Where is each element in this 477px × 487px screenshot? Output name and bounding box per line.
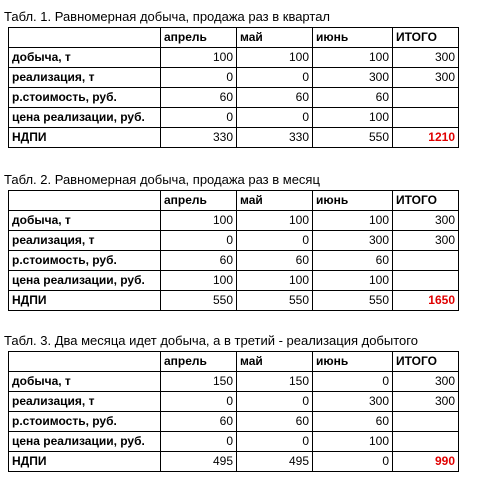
value-cell: 300 xyxy=(313,68,393,88)
value-cell: 60 xyxy=(313,412,393,432)
value-cell: 100 xyxy=(313,108,393,128)
value-cell: 0 xyxy=(237,231,313,251)
value-cell: 0 xyxy=(161,392,237,412)
header-cell: июнь xyxy=(313,191,393,211)
value-cell: 330 xyxy=(237,128,313,148)
value-cell: 300 xyxy=(313,231,393,251)
table-header-row xyxy=(9,352,459,372)
table-row xyxy=(9,432,459,452)
row-label: добыча, т xyxy=(9,211,161,231)
header-cell: ИТОГО xyxy=(393,352,459,372)
table-row xyxy=(9,231,459,251)
header-cell: июнь xyxy=(313,352,393,372)
row-label: р.стоимость, руб. xyxy=(9,412,161,432)
value-cell: 495 xyxy=(161,452,237,472)
value-cell: 330 xyxy=(161,128,237,148)
ndpi-total-cell: 990 xyxy=(393,452,459,472)
value-cell: 300 xyxy=(393,48,459,68)
row-label: цена реализации, руб. xyxy=(9,108,161,128)
row-label: добыча, т xyxy=(9,48,161,68)
value-cell: 0 xyxy=(313,372,393,392)
header-cell: ИТОГО xyxy=(393,28,459,48)
value-cell: 0 xyxy=(237,392,313,412)
value-cell: 150 xyxy=(237,372,313,392)
value-cell xyxy=(393,271,459,291)
value-cell: 0 xyxy=(161,108,237,128)
table-row xyxy=(9,392,459,412)
value-cell: 300 xyxy=(393,231,459,251)
table-row xyxy=(9,108,459,128)
value-cell: 100 xyxy=(237,48,313,68)
value-cell: 100 xyxy=(237,211,313,231)
row-label: цена реализации, руб. xyxy=(9,432,161,452)
value-cell: 495 xyxy=(237,452,313,472)
value-cell: 60 xyxy=(313,88,393,108)
value-cell xyxy=(393,88,459,108)
ndpi-total-cell: 1650 xyxy=(393,291,459,311)
table-row xyxy=(9,372,459,392)
value-cell: 100 xyxy=(313,271,393,291)
row-label: реализация, т xyxy=(9,231,161,251)
value-cell: 60 xyxy=(161,412,237,432)
value-cell: 0 xyxy=(313,452,393,472)
value-cell: 550 xyxy=(313,291,393,311)
value-cell: 100 xyxy=(161,271,237,291)
row-label: реализация, т xyxy=(9,392,161,412)
value-cell xyxy=(393,108,459,128)
value-cell: 0 xyxy=(161,68,237,88)
table-row xyxy=(9,128,459,148)
value-cell: 100 xyxy=(161,48,237,68)
value-cell: 300 xyxy=(393,68,459,88)
value-cell: 60 xyxy=(313,251,393,271)
value-cell xyxy=(393,412,459,432)
value-cell: 300 xyxy=(393,372,459,392)
value-cell: 60 xyxy=(161,251,237,271)
table-1 xyxy=(8,27,459,148)
value-cell: 60 xyxy=(161,88,237,108)
table-row xyxy=(9,211,459,231)
value-cell: 550 xyxy=(161,291,237,311)
table-3 xyxy=(8,351,459,472)
table-2 xyxy=(8,190,459,311)
value-cell: 60 xyxy=(237,412,313,432)
table-row xyxy=(9,271,459,291)
value-cell: 300 xyxy=(393,392,459,412)
value-cell: 100 xyxy=(237,271,313,291)
header-cell: апрель xyxy=(161,28,237,48)
value-cell xyxy=(393,251,459,271)
value-cell: 100 xyxy=(161,211,237,231)
value-cell: 300 xyxy=(313,392,393,412)
table-row xyxy=(9,291,459,311)
value-cell: 60 xyxy=(237,251,313,271)
value-cell: 150 xyxy=(161,372,237,392)
header-cell-blank xyxy=(9,191,161,211)
value-cell: 300 xyxy=(393,211,459,231)
table-row xyxy=(9,88,459,108)
value-cell xyxy=(393,432,459,452)
header-cell: май xyxy=(237,191,313,211)
value-cell: 100 xyxy=(313,432,393,452)
value-cell: 100 xyxy=(313,211,393,231)
table-row xyxy=(9,452,459,472)
table-row xyxy=(9,412,459,432)
row-label: добыча, т xyxy=(9,372,161,392)
ndpi-total-cell: 1210 xyxy=(393,128,459,148)
header-cell: май xyxy=(237,352,313,372)
header-cell: июнь xyxy=(313,28,393,48)
header-cell: апрель xyxy=(161,191,237,211)
table-3-caption: Табл. 3. Два месяца идет добыча, а в третий - реализация добытого xyxy=(4,333,418,348)
table-row xyxy=(9,251,459,271)
table-row xyxy=(9,48,459,68)
value-cell: 60 xyxy=(237,88,313,108)
header-cell: апрель xyxy=(161,352,237,372)
value-cell: 0 xyxy=(237,68,313,88)
row-label: НДПИ xyxy=(9,128,161,148)
table-row xyxy=(9,68,459,88)
table-header-row xyxy=(9,191,459,211)
row-label: р.стоимость, руб. xyxy=(9,88,161,108)
value-cell: 550 xyxy=(313,128,393,148)
header-cell-blank xyxy=(9,28,161,48)
header-cell: ИТОГО xyxy=(393,191,459,211)
value-cell: 0 xyxy=(161,231,237,251)
value-cell: 0 xyxy=(237,432,313,452)
value-cell: 0 xyxy=(161,432,237,452)
row-label: НДПИ xyxy=(9,452,161,472)
row-label: реализация, т xyxy=(9,68,161,88)
value-cell: 550 xyxy=(237,291,313,311)
table-2-caption: Табл. 2. Равномерная добыча, продажа раз в месяц xyxy=(4,172,320,187)
table-header-row xyxy=(9,28,459,48)
row-label: цена реализации, руб. xyxy=(9,271,161,291)
header-cell-blank xyxy=(9,352,161,372)
value-cell: 0 xyxy=(237,108,313,128)
header-cell: май xyxy=(237,28,313,48)
value-cell: 100 xyxy=(313,48,393,68)
row-label: НДПИ xyxy=(9,291,161,311)
table-1-caption: Табл. 1. Равномерная добыча, продажа раз в квартал xyxy=(4,9,331,24)
row-label: р.стоимость, руб. xyxy=(9,251,161,271)
